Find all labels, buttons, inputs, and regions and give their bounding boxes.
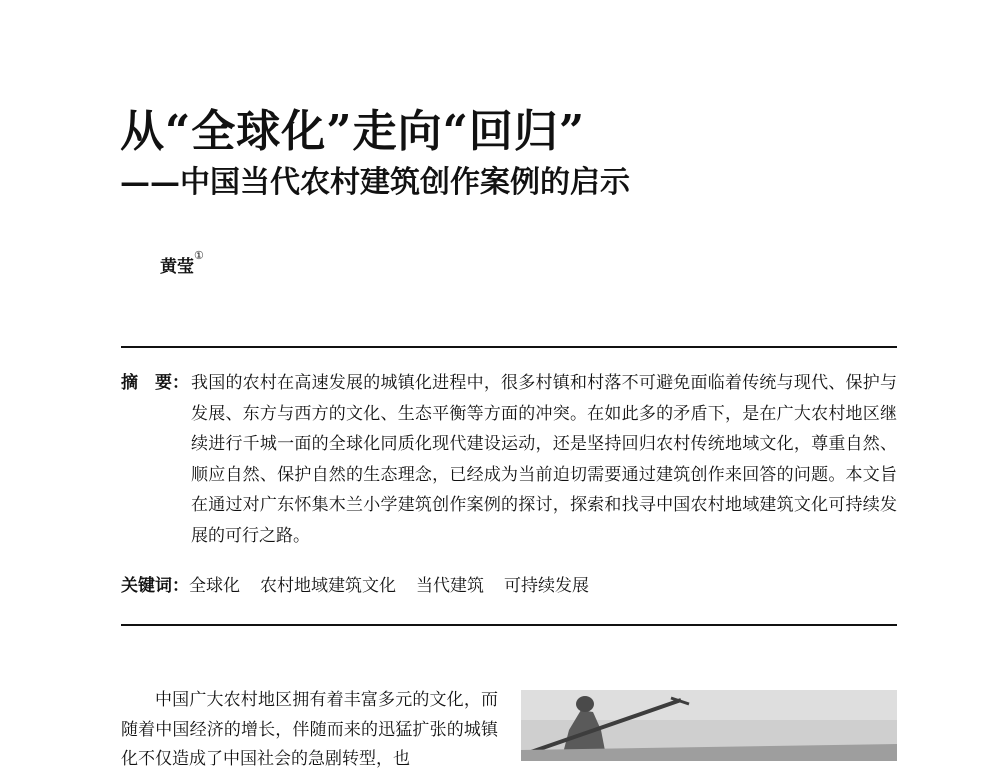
author-line [160,249,204,277]
keyword-item: 当代建筑 [416,576,484,596]
abstract-label: 摘 要 [121,373,172,393]
body-paragraph: 中国广大农村地区拥有着丰富多元的文化，而随着中国经济的增长，伴随而来的迅猛扩张的城镇化不仅造成了中国社会的急剧转型，也 [121,690,498,769]
keywords-block [121,571,609,601]
bottom-divider [121,624,897,626]
author-footnote-marker: ① [194,249,204,262]
article-photo [521,690,897,761]
abstract-colon: ： [172,373,189,393]
top-divider [121,346,897,348]
abstract-label-wrap [121,368,191,552]
keyword-item: 农村地域建筑文化 [260,576,396,596]
article-title: 从“全球化”走向“回归” [120,106,586,157]
photo-illustration [521,690,897,761]
keyword-item: 全球化 [189,576,240,596]
author-name: 黄莹 [160,257,194,277]
keywords-label: 关键词： [121,576,189,596]
abstract-text: 我国的农村在高速发展的城镇化进程中，很多村镇和村落不可避免面临着传统与现代、保护与发展、东方与西方的文化、生态平衡等方面的冲突。在如此多的矛盾下，是在广大农村地区继续进行千城一面的全球化同质化现代建设运动，还是坚持回归农村传统地域文化，尊重自然、顺应自然、保护自然的生态理念，已经成为当前迫切需要通过建筑创作来回答的问题。本文旨在通过对广东怀集木兰小学建筑创作案例的探讨，探索和找寻中国农村地域建筑文化可持续发展的可行之路。 [191,373,897,546]
abstract-block [121,368,897,552]
article-subtitle: ——中国当代农村建筑创作案例的启示 [120,165,630,200]
keyword-item: 可持续发展 [504,576,589,596]
